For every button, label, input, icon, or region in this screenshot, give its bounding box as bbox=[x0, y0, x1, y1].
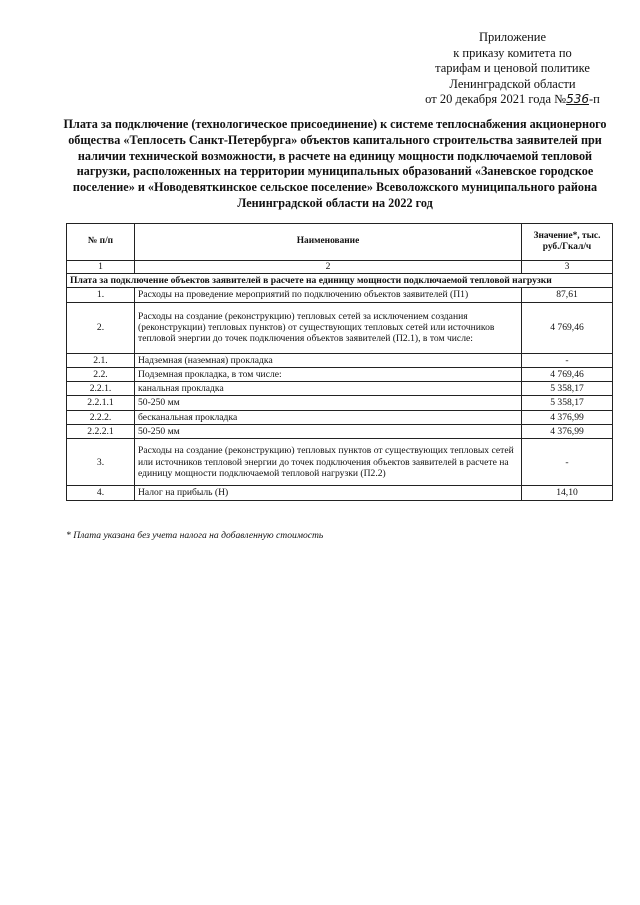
row-number: 2.2.1. bbox=[67, 382, 135, 396]
appendix-line: Ленинградской области bbox=[449, 76, 576, 91]
header-value: Значение*, тыс. руб./Гкал/ч bbox=[522, 224, 613, 261]
appendix-line: тарифам и ценовой политике bbox=[435, 61, 590, 75]
footnote: * Плата указана без учета налога на добавленную стоимость bbox=[66, 530, 324, 541]
row-number: 2.2.2.1 bbox=[67, 425, 135, 439]
appendix-block bbox=[395, 30, 630, 108]
row-value: 87,61 bbox=[522, 288, 613, 302]
row-number: 1. bbox=[67, 288, 135, 302]
appendix-line: к приказу комитета по bbox=[453, 45, 572, 60]
row-name: 50-250 мм bbox=[135, 425, 522, 439]
appendix-date: от 20 декабря 2021 года № bbox=[425, 92, 567, 106]
row-value: 5 358,17 bbox=[522, 382, 613, 396]
row-value: 5 358,17 bbox=[522, 396, 613, 410]
appendix-date-line bbox=[395, 92, 630, 108]
row-name: канальная прокладка bbox=[135, 382, 522, 396]
row-value: 14,10 bbox=[522, 486, 613, 500]
row-value: 4 376,99 bbox=[522, 410, 613, 424]
table-header-row bbox=[67, 224, 613, 261]
table-row bbox=[67, 367, 613, 381]
row-number: 2. bbox=[67, 302, 135, 353]
column-index-row bbox=[67, 261, 613, 274]
row-number: 4. bbox=[67, 486, 135, 500]
order-number: 536 bbox=[566, 92, 589, 106]
row-name: Расходы на проведение мероприятий по подключению объектов заявителей (П1) bbox=[135, 288, 522, 302]
section-title: Плата за подключение объектов заявителей в расчете на единицу мощности подключаемой тепловой нагрузки bbox=[67, 274, 613, 288]
row-name: Расходы на создание (реконструкцию) тепловых пунктов от существующих тепловых сетей или источников тепловой энергии до точек подключения объектов заявителей в расчете на единицу мощности подключаемой тепловой нагрузки (П2.2) bbox=[135, 439, 522, 486]
row-name: Налог на прибыль (Н) bbox=[135, 486, 522, 500]
row-name: Надземная (наземная) прокладка bbox=[135, 353, 522, 367]
row-number: 2.2.1.1 bbox=[67, 396, 135, 410]
tariff-table bbox=[66, 223, 613, 501]
section-row bbox=[67, 274, 613, 288]
table-row bbox=[67, 410, 613, 424]
row-value: - bbox=[522, 353, 613, 367]
appendix-line: Приложение bbox=[478, 30, 547, 44]
row-number: 2.1. bbox=[67, 353, 135, 367]
column-index: 2 bbox=[135, 261, 522, 274]
table-row bbox=[67, 382, 613, 396]
header-name: Наименование bbox=[135, 224, 522, 261]
column-index: 3 bbox=[522, 261, 613, 274]
row-value: - bbox=[522, 439, 613, 486]
table-row bbox=[67, 302, 613, 353]
table-row bbox=[67, 439, 613, 486]
row-number: 2.2. bbox=[67, 367, 135, 381]
document-title: Плата за подключение (технологическое присоединение) к системе теплоснабжения акционерного общества «Теплосеть Санкт-Петербурга» объектов капитального строительства заявителей при наличии технической возможности, в расчете на единицу мощности подключаемой тепловой нагрузки, расположенных на территории муниципальных образований «Заневское городское поселение» и «Новодевяткинское сельское поселение» Всеволожского муниципального района Ленинградской области на 2022 год bbox=[63, 117, 607, 210]
row-number: 2.2.2. bbox=[67, 410, 135, 424]
table-row bbox=[67, 353, 613, 367]
row-value: 4 376,99 bbox=[522, 425, 613, 439]
row-number: 3. bbox=[67, 439, 135, 486]
order-suffix: -п bbox=[588, 92, 600, 106]
table-row bbox=[67, 486, 613, 500]
row-name: 50-250 мм bbox=[135, 396, 522, 410]
row-value: 4 769,46 bbox=[522, 367, 613, 381]
row-value: 4 769,46 bbox=[522, 302, 613, 353]
header-number: № п/п bbox=[67, 224, 135, 261]
row-name: бесканальная прокладка bbox=[135, 410, 522, 424]
column-index: 1 bbox=[67, 261, 135, 274]
row-name: Подземная прокладка, в том числе: bbox=[135, 367, 522, 381]
table-row bbox=[67, 288, 613, 302]
table-row bbox=[67, 396, 613, 410]
table-row bbox=[67, 425, 613, 439]
row-name: Расходы на создание (реконструкцию) тепловых сетей за исключением создания (реконструкции) тепловых пунктов) от существующих тепловых сетей или источников тепловой энергии до точек подключения объектов заявителей (П2.1), в том числе: bbox=[135, 302, 522, 353]
